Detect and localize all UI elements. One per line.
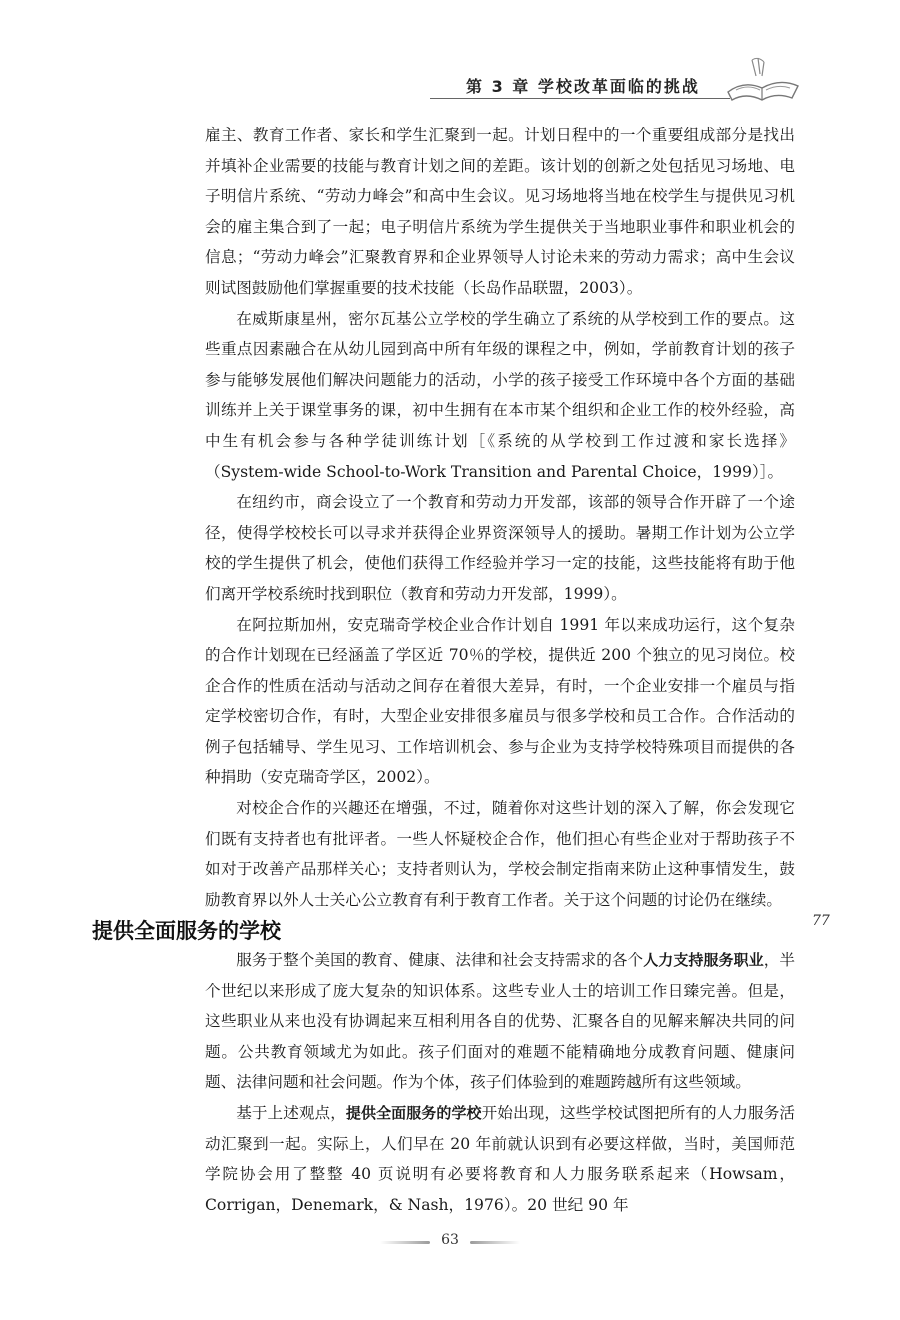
- main-body: [205, 120, 795, 915]
- body-paragraph-4: 在阿拉斯加州，安克瑞奇学校企业合作计划自 1991 年以来成功运行，这个复杂的合作计划现在已经涵盖了学区近 70％的学校，提供近 200 个独立的见习岗位。校企合作的性质在活动与活动之间存在着很大差异，有时，一个企业安排一个雇员与指定学校密切合作，有时，大型企业安排很多雇员与很多学校和员工合作。合作活动的例子包括辅导、学生见习、工作培训机会、参与企业为支持学校特殊项目而提供的各种捐助（安克瑞奇学区，2002）。: [205, 615, 795, 787]
- open-book-icon: [722, 54, 802, 104]
- chapter-title: 第 3 章 学校改革面临的挑战: [466, 77, 700, 96]
- running-header: [430, 72, 770, 102]
- key-term: 提供全面服务的学校: [345, 1103, 482, 1122]
- body-paragraph-1: 雇主、教育工作者、家长和学生汇聚到一起。计划日程中的一个重要组成部分是找出并填补企业需要的技能与教育计划之间的差距。该计划的创新之处包括见习场地、电子明信片系统、“劳动力峰会”和高中生会议。见习场地将当地在校学生与提供见习机会的雇主集合到了一起；电子明信片系统为学生提供关于当地职业事件和职业机会的信息；“劳动力峰会”汇聚教育界和企业界领导人讨论未来的劳动力需求；高中生会议则试图鼓励他们掌握重要的技术技能（长岛作品联盟，2003）。: [205, 126, 795, 297]
- margin-page-number: 77: [812, 913, 830, 929]
- text-run: 服务于整个美国的教育、健康、法律和社会支持需求的各个: [236, 951, 644, 969]
- body-paragraph-5: 对校企合作的兴趣还在增强，不过，随着你对这些计划的深入了解，你会发现它们既有支持者也有批评者。一些人怀疑校企合作，他们担心有些企业对于帮助孩子不如对于改善产品那样关心；支持者则认为，学校会制定指南来防止这种事情发生，鼓励教育界以外人士关心公立教育有利于教育工作者。关于这个问题的讨论仍在继续。: [205, 799, 795, 909]
- key-term: 人力支持服务职业: [643, 951, 764, 969]
- section-heading: 提供全面服务的学校: [92, 919, 281, 943]
- page-footer: [380, 1232, 520, 1252]
- text-run: ，半个世纪以来形成了庞大复杂的知识体系。这些专业人士的培训工作日臻完善。但是，这些职业从来也没有协调起来互相利用各自的优势、汇聚各自的见解来解决共同的问题。公共教育领域尤为如此。孩子们面对的难题不能精确地分成教育问题、健康问题、法律问题和社会问题。作为个体，孩子们体验到的难题跨越所有这些领域。: [205, 951, 795, 1092]
- footer-ornament-left: [380, 1241, 430, 1244]
- footer-ornament-right: [470, 1241, 520, 1244]
- body-paragraph-2: 在威斯康星州，密尔瓦基公立学校的学生确立了系统的从学校到工作的要点。这些重点因素融合在从幼儿园到高中所有年级的课程之中，例如，学前教育计划的孩子参与能够发展他们解决问题能力的活动，小学的孩子接受工作环境中各个方面的基础训练并上关于课堂事务的课，初中生拥有在本市某个组织和企业工作的校外经验，高中生有机会参与各种学徒训练计划［《系统的从学校到工作过渡和家长选择》（System-wide School-to-Work Transition and Parental Choice，1999）］。: [205, 309, 795, 481]
- page-number: 63: [441, 1232, 459, 1248]
- text-run: 开始出现，这些学校试图把所有的人力服务活动汇聚到一起。实际上，人们早在 20 年前就认识到有必要这样做，当时，美国师范学院协会用了整整 40 页说明有必要将教育和人力服务联系起来（Howsam，Corrigan，Denemark，& Nash，1976）。20 世纪 90 年: [205, 1103, 795, 1214]
- section-body: [205, 945, 795, 1220]
- section-paragraph-1: [205, 945, 795, 1098]
- header-rule: [430, 98, 730, 99]
- text-run: 基于上述观点，: [236, 1103, 346, 1122]
- section-paragraph-2: [205, 1098, 795, 1220]
- body-paragraph-3: 在纽约市，商会设立了一个教育和劳动力开发部，该部的领导合作开辟了一个途径，使得学校校长可以寻求并获得企业界资深领导人的援助。暑期工作计划为公立学校的学生提供了机会，使他们获得工作经验并学习一定的技能，这些技能将有助于他们离开学校系统时找到职位（教育和劳动力开发部，1999）。: [205, 493, 795, 603]
